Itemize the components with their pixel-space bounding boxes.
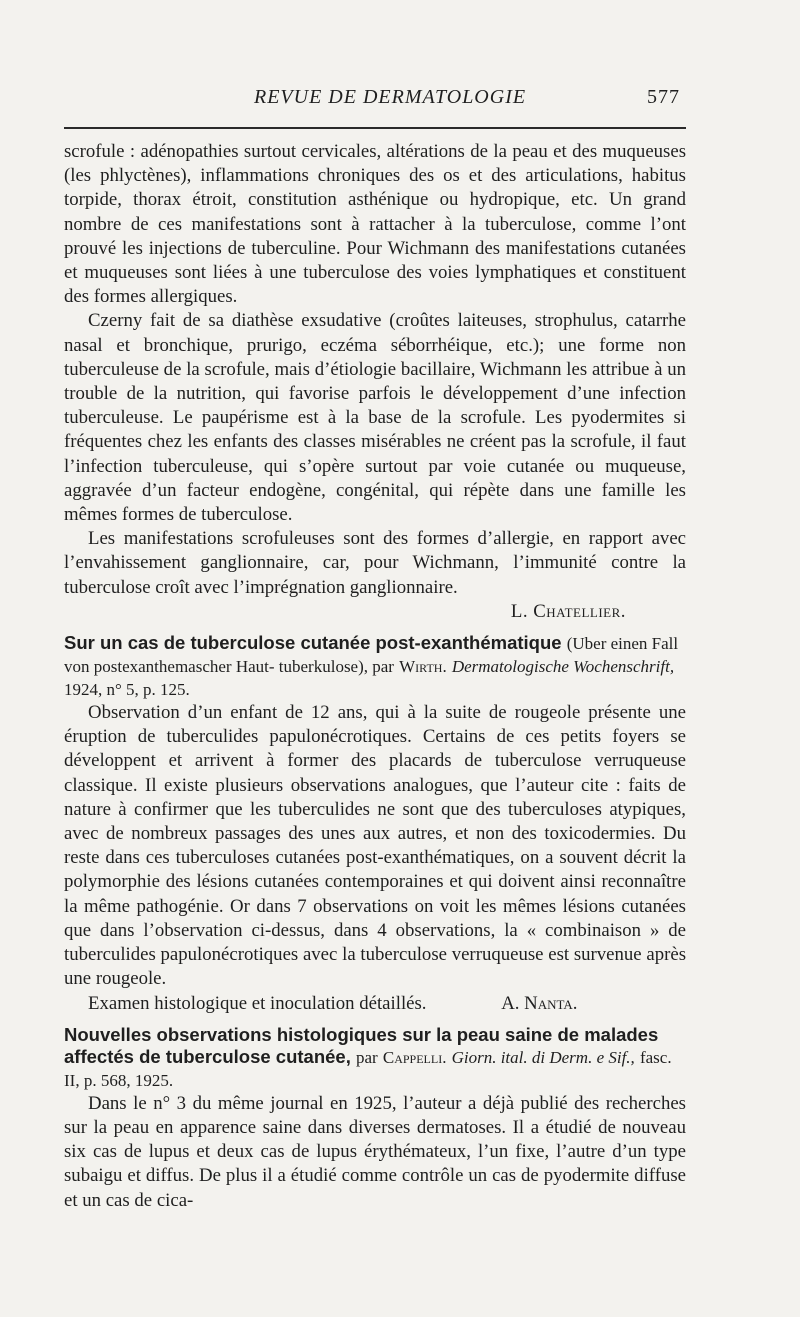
paragraph: Observation d’un enfant de 12 ans, qui à la suite de rougeole présente une éruption de tuberculides papulonécrotiques. Certains de ces petits foyers se développent et arrivent à former des placards de tuberculose verruqueuse classique. Il existe plusieurs observations analogues, que l’auteur cite : faits de nature à confirmer que les tuberculides ne sont que des tuberculoses atypiques, avec de nombreux passages des unes aux autres, et non des toxicodermies. Du reste dans ces tuberculoses cutanées post-exanthématiques, on a souvent décrit la polymorphie des lésions cutanées contemporaines et qui doivent ainsi reconnaître la même pathogénie. Or dans 7 observations on voit les mêmes lésions cutanées que dans l’observation ci-dessus, dans 4 observations, la « combinaison » de tuberculides papulonécrotiques avec la tuberculose verruqueuse est survenue après une rougeole.	[64, 702, 686, 990]
abstract-citation: 1924, n° 5, p. 125.	[64, 680, 190, 700]
abstract-journal: Giorn. ital. di Derm. e Sif.,	[451, 1047, 635, 1067]
article-body	[64, 140, 686, 1213]
paragraph: Dans le n° 3 du même journal en 1925, l’auteur a déjà publié des recherches sur la peau en apparence saine dans diverses dermatoses. Il a étudié de nouveau six cas de lupus et deux cas de lupus érythémateux, l’un fixe, l’autre d’un type subaigu et diffus. De plus il a étudié comme contrôle un cas de pyodermite diffuse et un cas de cica-	[64, 1092, 686, 1211]
abstract-title: Nouvelles observations histologiques sur la peau saine de malades affectés de tuberculose cutanée,	[64, 1023, 659, 1067]
page-number: 577	[647, 86, 680, 108]
paragraph: scrofule : adénopathies surtout cervicales, altérations de la peau et des muqueuses (les phlyctènes), inflammations chroniques des os et des articulations, habitus torpide, thorax étroit, constitution asthénique ou hydropique, etc. Un grand nombre de ces manifestations sont à rattacher à la tuberculose, comme l’ont prouvé les injections de tuberculine. Pour Wichmann des manifestations cutanées et muqueuses sont liées à une tuberculose des voies lymphatiques et constituent des formes allergiques.	[64, 141, 686, 308]
abstract-author: Cappelli.	[382, 1047, 447, 1067]
abstract-reference: par	[356, 1047, 378, 1067]
abstract-title: Sur un cas de tuberculose cutanée post-exanthématique	[64, 632, 562, 654]
paragraph: Les manifestations scrofuleuses sont des formes d’allergie, en rapport avec l’envahissement ganglionnaire, car, pour Wichmann, l’immunité contre la tuberculose croît avec l’imprégnation ganglionnaire.	[64, 528, 686, 598]
page-header	[64, 86, 686, 116]
signature: A. Nanta.	[501, 992, 578, 1014]
abstract-heading	[64, 1024, 686, 1092]
paragraph	[64, 992, 686, 1016]
paragraph-text: Examen histologique et inoculation détaillés.	[88, 992, 427, 1014]
running-title: REVUE DE DERMATOLOGIE	[254, 86, 527, 108]
signature: L. Chatellier.	[510, 600, 626, 622]
abstract-citation: fasc. II, p. 568, 1925.	[64, 1047, 672, 1090]
abstract-heading	[64, 632, 686, 701]
paragraph: Czerny fait de sa diathèse exsudative (croûtes laiteuses, strophulus, catarrhe nasal et bronchique, prurigo, eczéma séborrhéique, etc.); une forme non tuberculeuse de la scrofule, mais d’étiologie bacillaire, Wichmann les attribue à un trouble de la nutrition, qui favorise parfois le développement d’une infection tuberculeuse. Le paupérisme est à la base de la scrofule. Les pyodermites si fréquentes chez les enfants des classes misérables ne créent pas la scrofule, il faut l’infection tuberculeuse, qui s’opère surtout par voie cutanée ou muqueuse, aggravée d’un facteur endogène, congénital, qui répète dans une famille les mêmes formes de tuberculose.	[64, 310, 686, 526]
header-rule	[64, 127, 686, 129]
abstract-journal: Dermatologische Wochenschrift,	[451, 657, 675, 677]
abstract-author: Wirth.	[399, 657, 447, 677]
abstract-reference: (Uber einen Fall von postexanthemascher Haut- tuberkulose), par	[64, 634, 679, 677]
